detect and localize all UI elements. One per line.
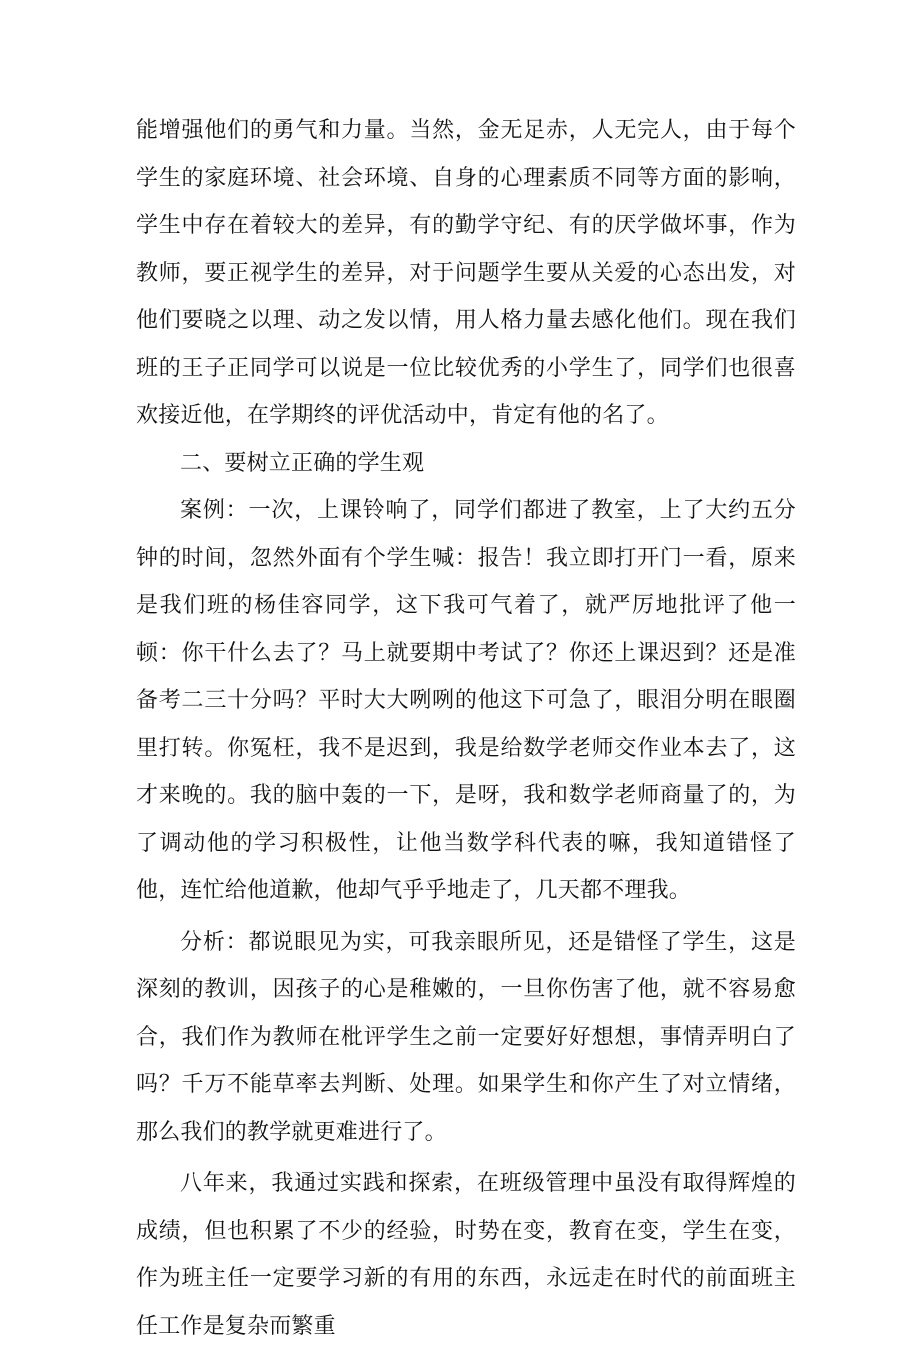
closing-paragraph: 八年来，我通过实践和探索，在班级管理中虽没有取得辉煌的成绩，但也积累了不少的经验，时势在变，教育在变，学生在变，作为班主任一定要学习新的有用的东西，永远走在时代的前面班主任工作是复杂而繁重: [136, 1171, 796, 1339]
case-paragraph: 案例：一次，上课铃响了，同学们都进了教室，上了大约五分钟的时间，忽然外面有个学生喊：报告！我立即打开门一看，原来是我们班的杨佳容同学，这下我可气着了，就严厉地批评了他一顿：你干什么去了？马上就要期中考试了？你还上课迟到？还是准备考二三十分吗？平时大大咧咧的他这下可急了，眼泪分明在眼圈里打转。你冤枉，我不是迟到，我是给数学老师交作业本去了，这才来晚的。我的脑中轰的一下，是呀，我和数学老师商量了的，为了调动他的学习积极性，让他当数学科代表的嘛，我知道错怪了他，连忙给他道歉，他却气乎乎地走了，几天都不理我。: [136, 498, 796, 903]
document-body: [136, 107, 796, 1350]
section-heading: 二、要树立正确的学生观: [180, 450, 425, 476]
analysis-paragraph: 分析：都说眼见为实，可我亲眼所见，还是错怪了学生，这是深刻的教训，因孩子的心是稚嫩的，一旦你伤害了他，就不容易愈合，我们作为教师在枇评学生之前一定要好好想想，事情弄明白了吗？千万不能草率去判断、处理。如果学生和你产生了对立情绪，那么我们的教学就更难进行了。: [136, 929, 796, 1145]
continuation-paragraph: 能增强他们的勇气和力量。当然，金无足赤，人无完人，由于每个学生的家庭环境、社会环境、自身的心理素质不同等方面的影响，学生中存在着较大的差异，有的勤学守纪、有的厌学做坏事，作为教师，要正视学生的差异，对于问题学生要从关爱的心态出发，对他们要晓之以理、动之发以情，用人格力量去感化他们。现在我们班的王子正同学可以说是一位比较优秀的小学生了，同学们也很喜欢接近他，在学期终的评优活动中，肯定有他的名了。: [136, 118, 796, 428]
